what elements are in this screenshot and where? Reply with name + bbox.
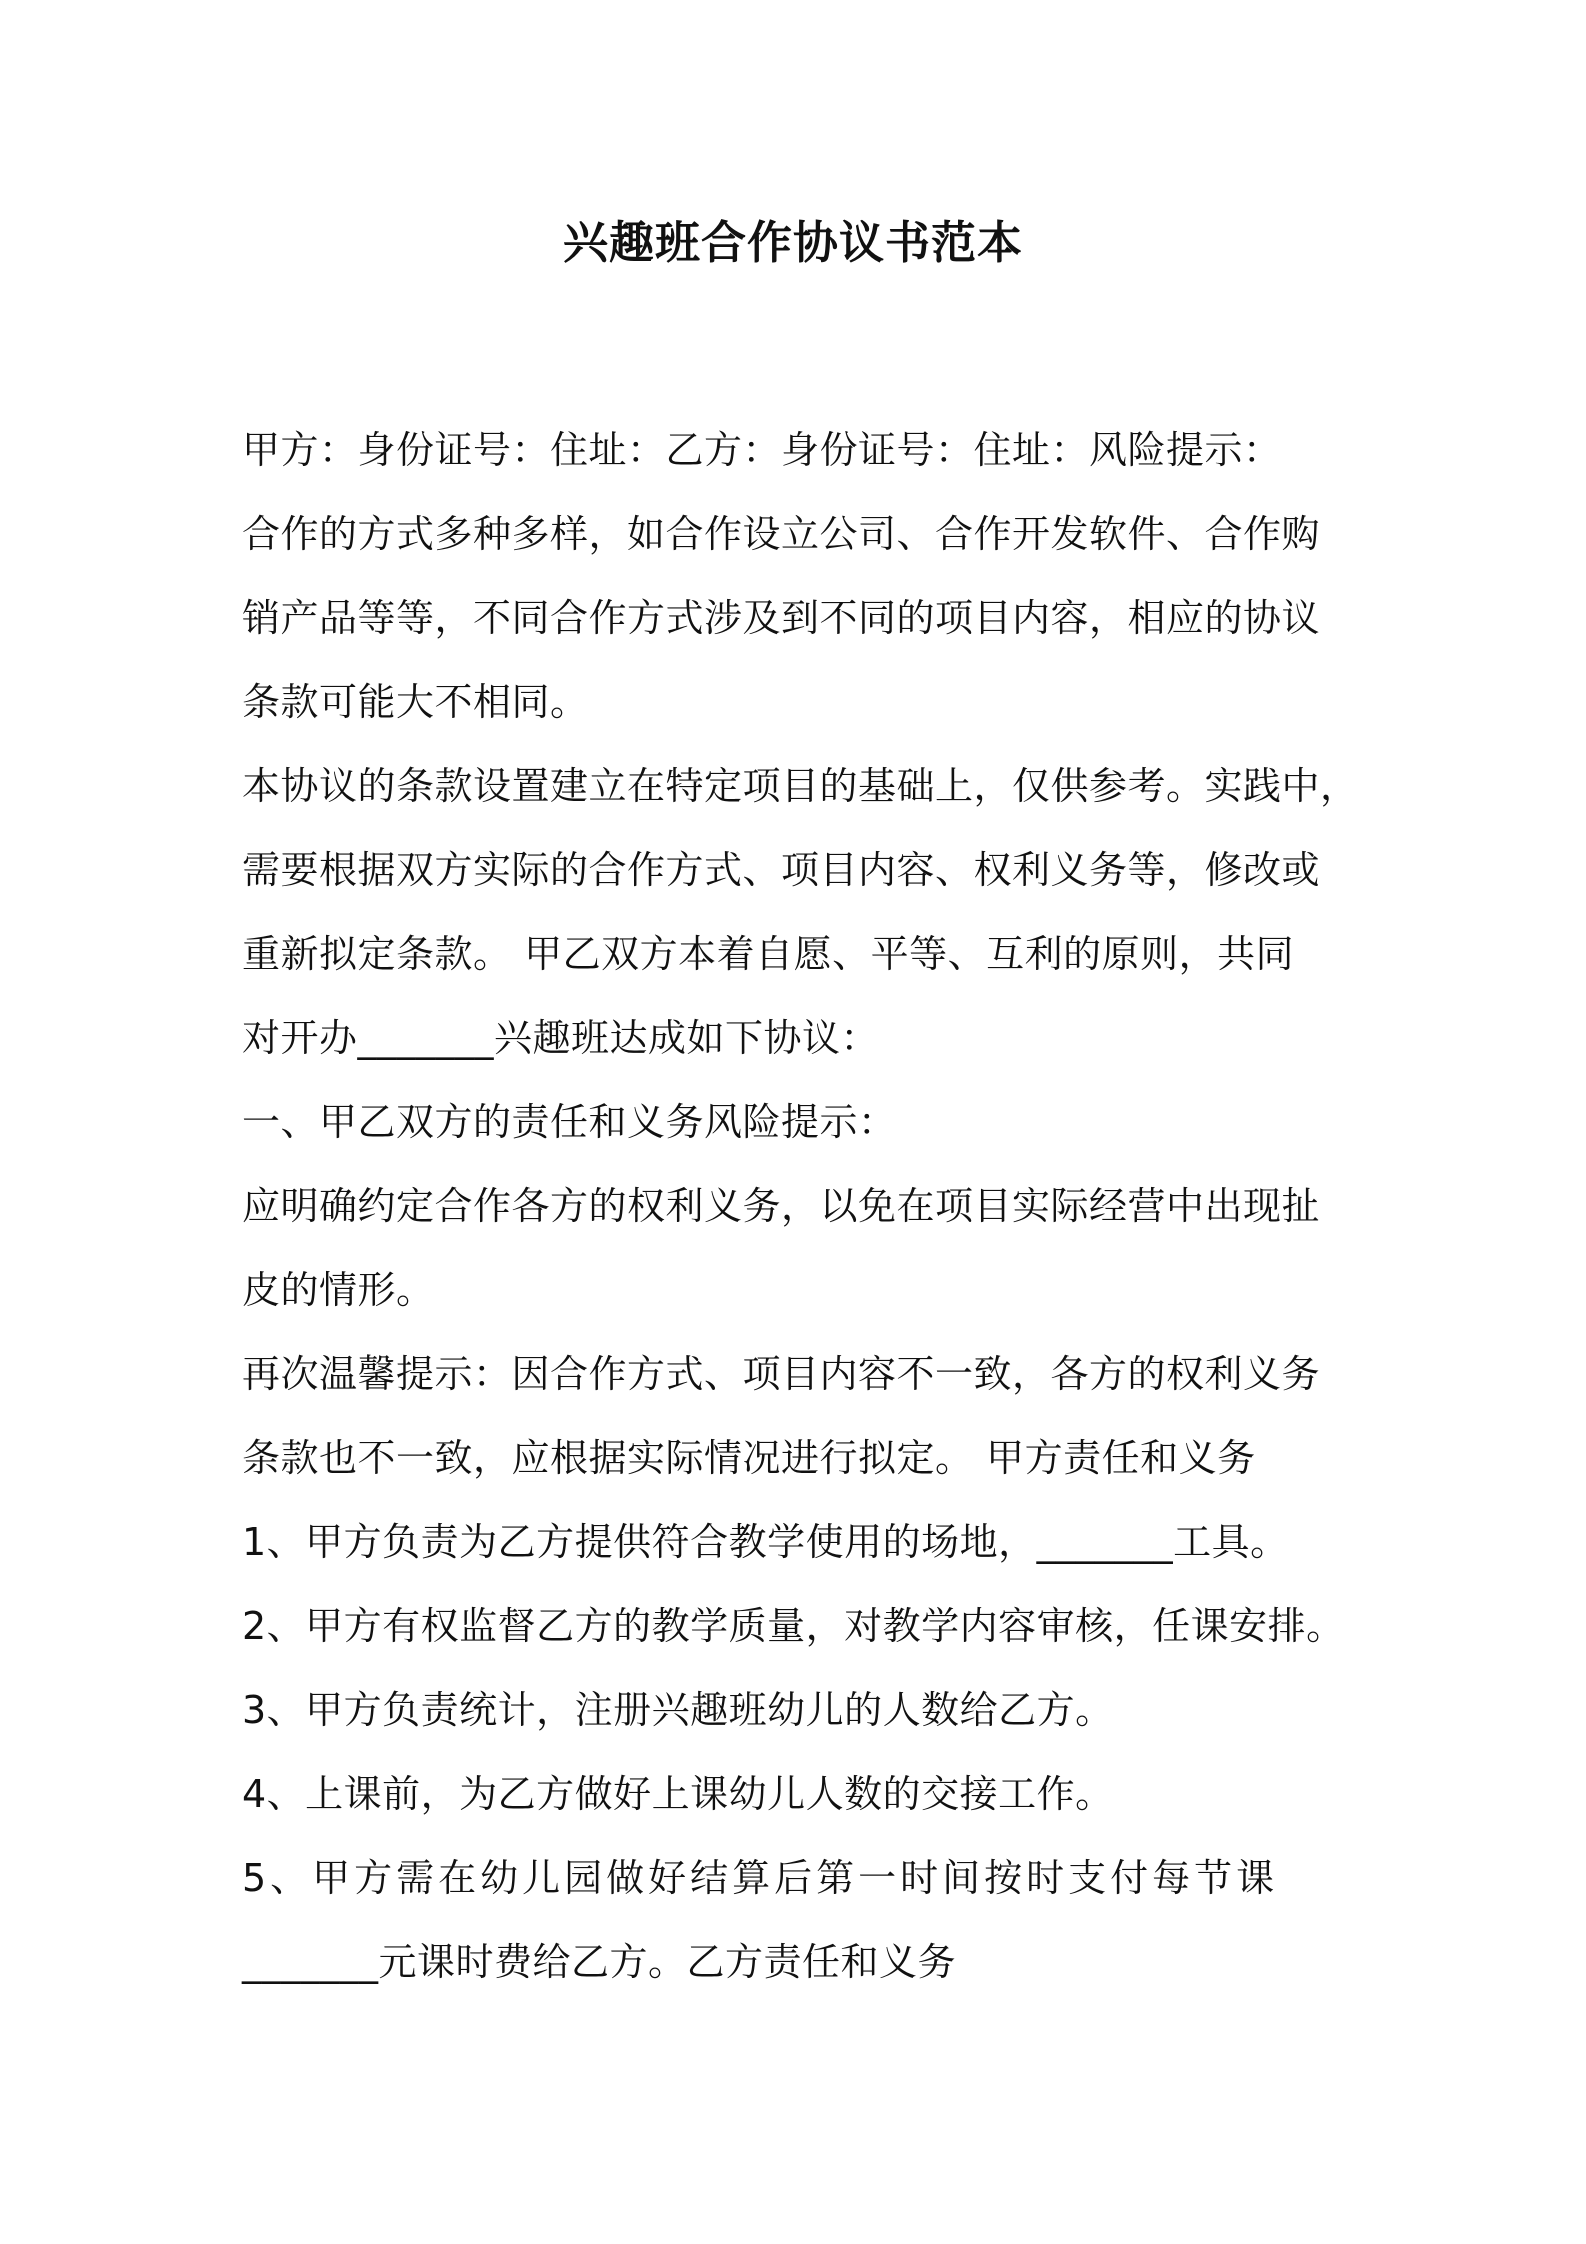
text-line-1: 甲方：身份证号：住址：乙方：身份证号：住址：风险提示： — [242, 428, 1282, 472]
clause-3: 3、甲方负责统计，注册兴趣班幼儿的人数给乙方。 — [242, 1688, 1114, 1732]
text-line-6: 需要根据双方实际的合作方式、项目内容、权利义务等，修改或 — [242, 848, 1321, 892]
text-line-10: 应明确约定合作各方的权利义务，以免在项目实际经营中出现扯 — [242, 1184, 1321, 1228]
text-line-8: 对开办_______兴趣班达成如下协议： — [242, 1016, 880, 1060]
text-line-4: 条款可能大不相同。 — [242, 680, 589, 724]
text-line-11: 皮的情形。 — [242, 1268, 435, 1312]
document-body — [242, 408, 1362, 2004]
text-line-12: 再次温馨提示：因合作方式、项目内容不一致，各方的权利义务 — [242, 1352, 1321, 1396]
clause-2: 2、甲方有权监督乙方的教学质量，对教学内容审核，任课安排。 — [242, 1604, 1345, 1648]
text-line-13: 条款也不一致，应根据实际情况进行拟定。 甲方责任和义务 — [242, 1436, 1256, 1480]
text-line-5: 本协议的条款设置建立在特定项目的基础上，仅供参考。实践中， — [242, 764, 1359, 808]
text-line-2: 合作的方式多种多样，如合作设立公司、合作开发软件、合作购 — [242, 512, 1321, 556]
text-line-7: 重新拟定条款。 甲乙双方本着自愿、平等、互利的原则，共同 — [242, 932, 1295, 976]
text-line-19: _______元课时费给乙方。乙方责任和义务 — [242, 1940, 957, 1984]
document-title: 兴趣班合作协议书范本 — [562, 216, 1023, 269]
clause-4: 4、上课前，为乙方做好上课幼儿人数的交接工作。 — [242, 1772, 1114, 1816]
section-heading: 一、甲乙双方的责任和义务风险提示： — [242, 1100, 897, 1144]
text-line-3: 销产品等等，不同合作方式涉及到不同的项目内容，相应的协议 — [242, 596, 1321, 640]
clause-5: 5、甲方需在幼儿园做好结算后第一时间按时支付每节课 — [242, 1856, 1279, 1900]
clause-1: 1、甲方负责为乙方提供符合教学使用的场地，_______工具。 — [242, 1520, 1289, 1564]
